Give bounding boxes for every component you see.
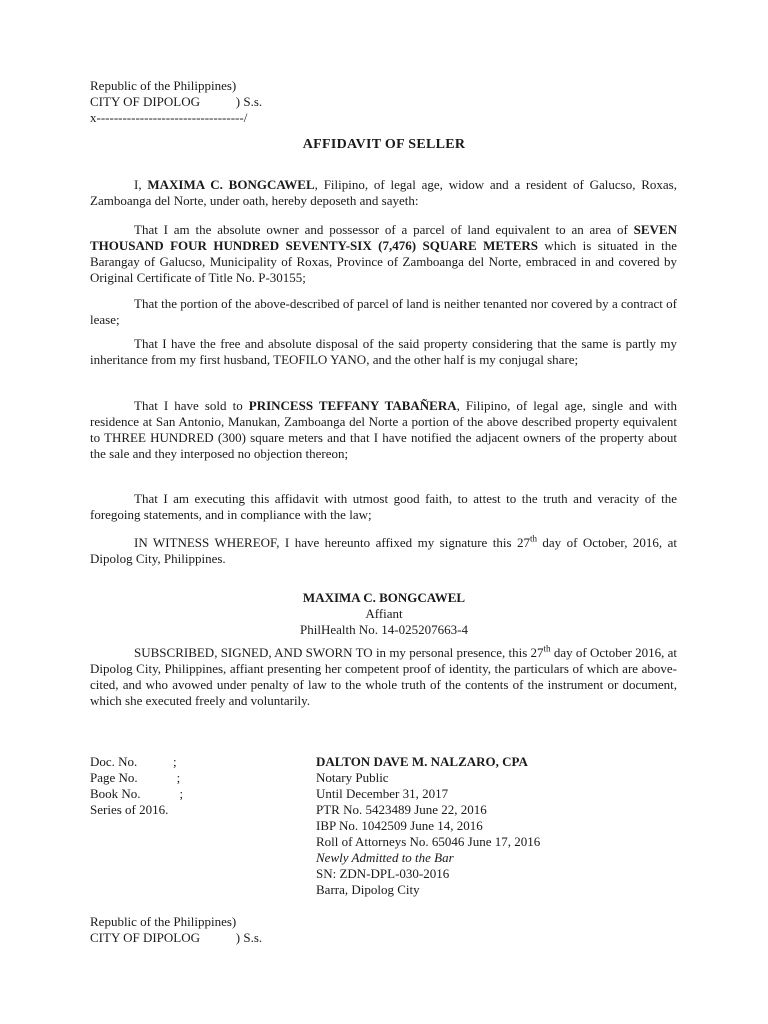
witness-paragraph	[90, 535, 677, 567]
notary-title: Notary Public	[316, 770, 389, 785]
page-no: Page No. ;	[90, 770, 181, 785]
venue-city: CITY OF DIPOLOG ) S.s.	[90, 94, 263, 109]
venue-header	[90, 78, 262, 126]
buyer-name: PRINCESS TEFFANY TABAÑERA	[248, 398, 457, 413]
disposal-paragraph: That I have the free and absolute disposal of the said property considering that the same is partly my inheritance from my first husband, TEOFILO YANO, and the other half is my conjugal share;	[90, 336, 677, 367]
affiant-signature-block	[0, 590, 768, 638]
venue-footer	[90, 914, 262, 946]
sale-post: , Filipino, of legal age, single and with residence at San Antonio, Manukan, Zamboanga del Norte a portion of the above described property equivalent to THREE HUNDRED (300) square meters and that I have notified the adjacent owners of the property about the sale and they interposed no objection thereon;	[90, 398, 677, 461]
notarial-register	[90, 754, 183, 818]
doc-no: Doc. No. ;	[90, 754, 177, 769]
affiant-id: PhilHealth No. 14-025207663-4	[300, 622, 468, 637]
ownership-post: which is situated in the Barangay of Galucso, Municipality of Roxas, Province of Zamboanga del Norte, embraced in and covered by Original Certificate of Title No. P-30155;	[90, 238, 677, 285]
ownership-pre: That I am the absolute owner and possessor of a parcel of land equivalent to an area of	[134, 222, 634, 237]
land-area: SEVEN THOUSAND FOUR HUNDRED SEVENTY-SIX (7,476) SQUARE METERS	[90, 222, 677, 253]
footer-republic: Republic of the Philippines)	[90, 914, 237, 929]
series: Series of 2016.	[90, 802, 169, 817]
notary-sn: SN: ZDN-DPL-030-2016	[316, 866, 450, 881]
notary-roll: Roll of Attorneys No. 65046 June 17, 2016	[316, 834, 541, 849]
notary-name: DALTON DAVE M. NALZARO, CPA	[316, 754, 528, 769]
affiant-role: Affiant	[365, 606, 403, 621]
sale-pre: That I have sold to	[134, 398, 249, 413]
jurat-paragraph	[90, 645, 677, 709]
intro-paragraph	[90, 177, 677, 209]
notary-ptr: PTR No. 5423489 June 22, 2016	[316, 802, 487, 817]
affiant-name-inline: MAXIMA C. BONGCAWEL	[147, 177, 315, 192]
document-title: AFFIDAVIT OF SELLER	[302, 137, 466, 152]
tenancy-paragraph: That the portion of the above-described of parcel of land is neither tenanted nor covered by a contract of lease;	[90, 296, 677, 327]
ownership-paragraph	[90, 222, 677, 286]
jurat-pre: SUBSCRIBED, SIGNED, AND SWORN TO in my personal presence, this 27	[134, 645, 544, 660]
intro-pre: I,	[134, 177, 148, 192]
venue-separator: x----------------------------------/	[90, 110, 248, 125]
intro-post: , Filipino, of legal age, widow and a resident of Galucso, Roxas, Zamboanga del Norte, under oath, hereby deposeth and sayeth:	[90, 177, 677, 208]
notary-block	[316, 754, 540, 898]
jurat-ordinal: th	[543, 643, 551, 654]
notary-commission: Until December 31, 2017	[316, 786, 449, 801]
witness-ordinal: th	[529, 533, 537, 544]
good-faith-paragraph: That I am executing this affidavit with utmost good faith, to attest to the truth and veracity of the foregoing statements, and in compliance with the law;	[90, 491, 677, 522]
book-no: Book No. ;	[90, 786, 184, 801]
notary-address: Barra, Dipolog City	[316, 882, 420, 897]
sale-paragraph	[90, 398, 677, 462]
affiant-name: MAXIMA C. BONGCAWEL	[302, 590, 466, 605]
witness-post: day of October, 2016, at Dipolog City, Philippines.	[90, 535, 677, 566]
notary-ibp: IBP No. 1042509 June 14, 2016	[316, 818, 483, 833]
jurat-post: day of October 2016, at Dipolog City, Philippines, affiant presenting her competent proof of identity, the particulars of which are above-cited, and who avowed under penalty of law to the whole truth of the contents of the instrument or document, which she executed freely and voluntarily.	[90, 645, 677, 708]
footer-city: CITY OF DIPOLOG ) S.s.	[90, 930, 263, 945]
witness-pre: IN WITNESS WHEREOF, I have hereunto affixed my signature this 27	[134, 535, 530, 550]
venue-republic: Republic of the Philippines)	[90, 78, 237, 93]
notary-bar-status: Newly Admitted to the Bar	[316, 850, 454, 865]
